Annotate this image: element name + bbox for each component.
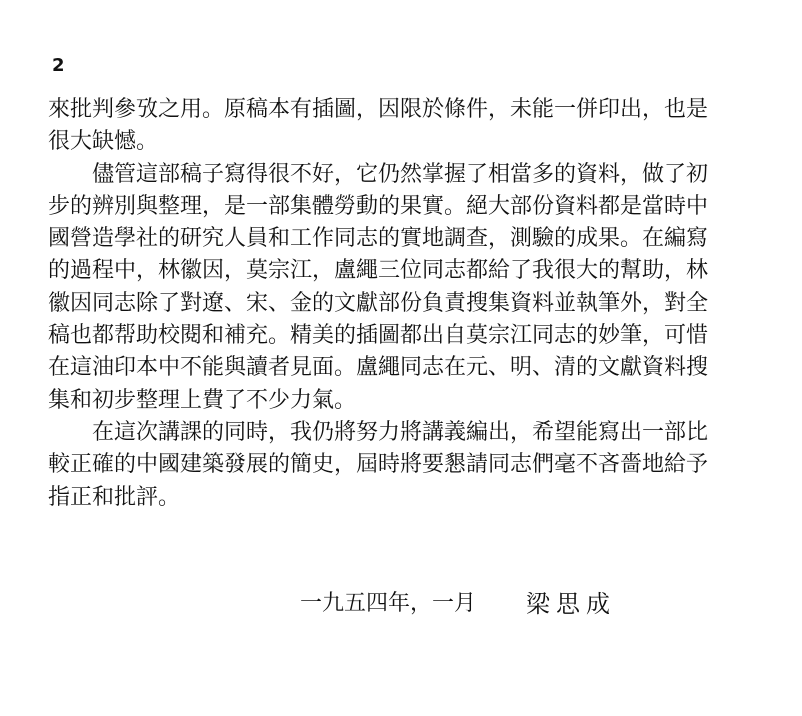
body-text: [48, 94, 748, 514]
signature-author: 梁思成: [526, 590, 616, 618]
text-line: 指正和批評。: [48, 484, 181, 510]
text-line: 較正確的中國建築發展的簡史，屆時將要懇請同志們毫不吝嗇地給予: [48, 452, 709, 478]
signature-date: 一九五四年，一月: [300, 591, 477, 616]
page-number: 2: [52, 55, 65, 76]
text-line: 稿也都帮助校閱和補充。精美的插圖都出自莫宗江同志的妙筆，可惜: [48, 323, 709, 349]
text-line: 集和初步整理上費了不少力氣。: [48, 387, 357, 413]
text-line: 國營造學社的研究人員和工作同志的實地調查，測驗的成果。在編寫: [48, 226, 709, 252]
text-line: 儘管這部稿子寫得很不好，它仍然掌握了相當多的資料，做了初: [48, 161, 709, 187]
text-line: 徽因同志除了對遼、宋、金的文獻部份負責搜集資料並執筆外，對全: [48, 290, 709, 316]
text-line: 來批判參攷之用。原稿本有插圖，因限於條件，未能一併印出，也是: [48, 97, 709, 122]
text-line: 步的辨別與整理，是一部集體勞動的果實。絕大部份資料都是當時中: [48, 193, 709, 219]
text-line: 在這油印本中不能與讀者見面。盧繩同志在元、明、清的文獻資料搜: [48, 355, 709, 381]
text-line: 很大缺憾。: [48, 129, 159, 155]
text-line: 在這次講課的同時，我仍將努力將講義編出，希望能寫出一部比: [48, 419, 709, 445]
text-line: 的過程中，林徽因，莫宗江，盧繩三位同志都給了我很大的幫助，林: [48, 258, 709, 284]
